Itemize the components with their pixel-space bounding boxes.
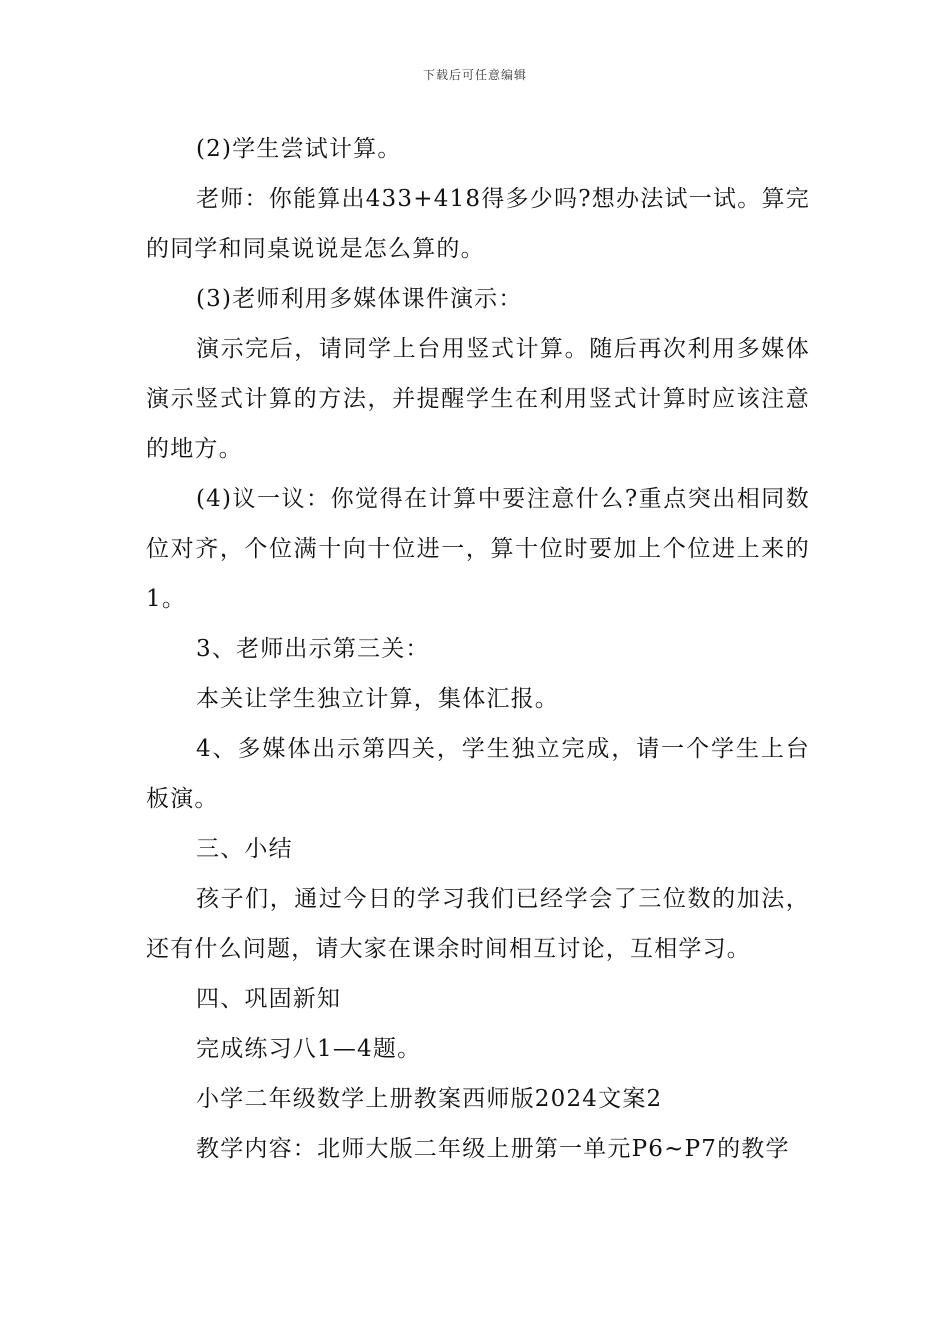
paragraph: 演示完后，请同学上台用竖式计算。随后再次利用多媒体演示竖式计算的方法，并提醒学生在利用竖式计算时应该注意的地方。: [146, 336, 810, 462]
paragraph: 老师：你能算出433+418得多少吗?想办法试一试。算完的同学和同桌说说是怎么算的。: [146, 186, 810, 262]
section-heading: 四、巩固新知: [196, 986, 342, 1012]
page-header: 下载后可任意编辑: [422, 68, 527, 82]
paragraph: 教学内容：北师大版二年级上册第一单元P6~P7的教学: [196, 1136, 790, 1162]
document-title: 小学二年级数学上册教案西师版2024文案2: [196, 1086, 663, 1112]
paragraph: (2)学生尝试计算。: [196, 136, 402, 162]
document-body: [146, 124, 810, 1174]
paragraph: (3)老师利用多媒体课件演示：: [196, 286, 523, 312]
section-heading: 三、小结: [196, 836, 293, 862]
paragraph: 完成练习八1—4题。: [196, 1036, 422, 1062]
paragraph: 本关让学生独立计算，集体汇报。: [196, 686, 559, 712]
paragraph: 4、多媒体出示第四关，学生独立完成，请一个学生上台板演。: [146, 736, 810, 812]
paragraph: 3、老师出示第三关：: [196, 636, 430, 662]
paragraph: (4)议一议：你觉得在计算中要注意什么?重点突出相同数位对齐，个位满十向十位进一，算十位时要加上个位进上来的1。: [146, 486, 810, 612]
paragraph: 孩子们，通过今日的学习我们已经学会了三位数的加法，还有什么问题，请大家在课余时间相互讨论，互相学习。: [146, 886, 810, 962]
